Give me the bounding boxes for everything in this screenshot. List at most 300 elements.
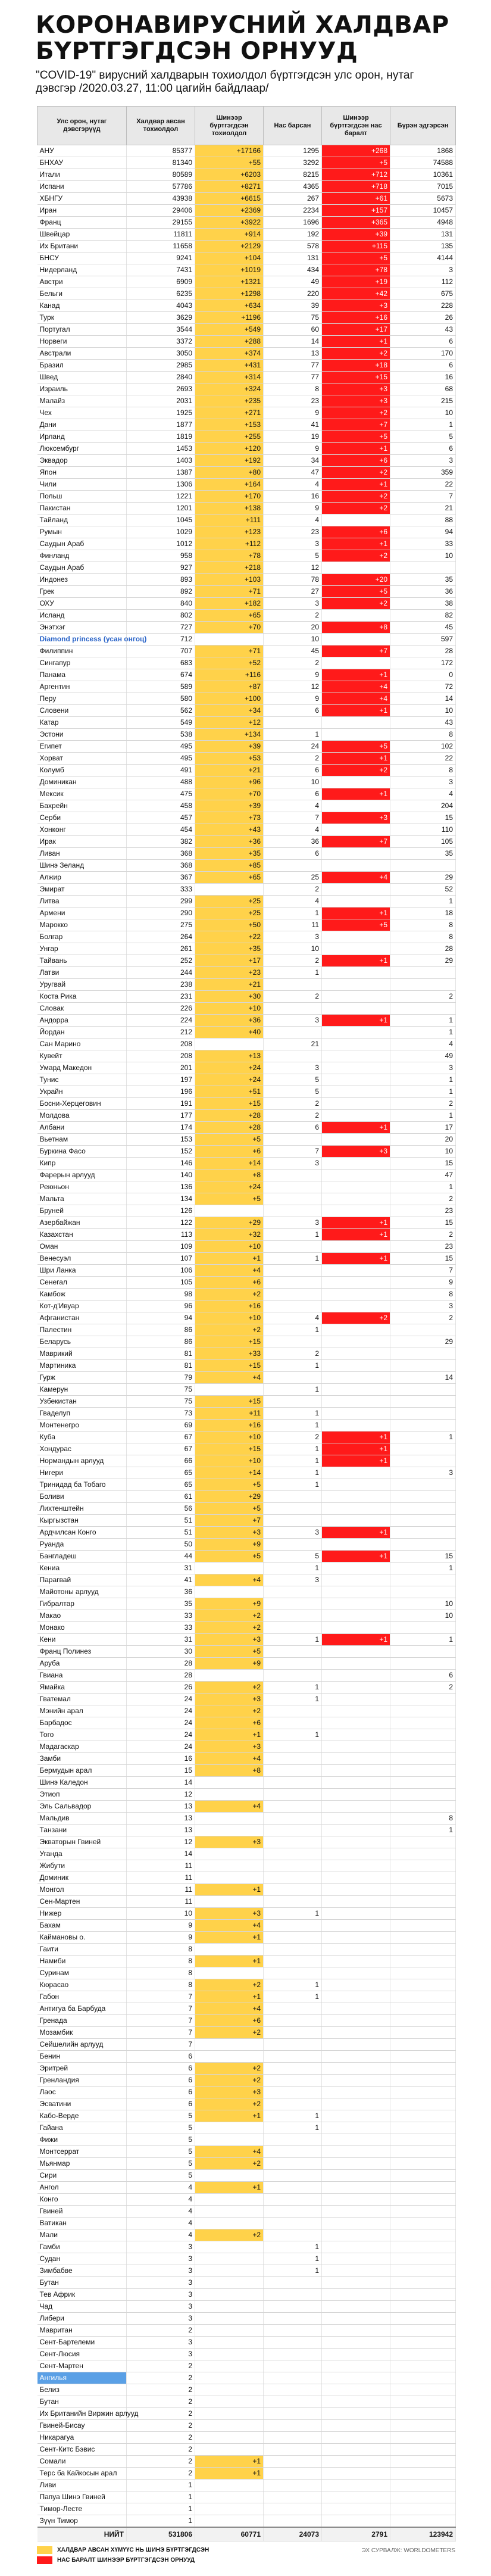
table-row [37, 1265, 456, 1277]
cell-cases: 41 [127, 1574, 195, 1586]
cell-recovered [390, 2265, 456, 2277]
cell-recovered: 26 [390, 312, 456, 324]
table-row [37, 1086, 456, 1098]
cell-cases: 5 [127, 2146, 195, 2158]
cell-deaths: 2 [264, 955, 322, 967]
cell-new-cases [195, 1825, 264, 1836]
cell-recovered [390, 1717, 456, 1729]
cell-country: АНУ [37, 145, 127, 157]
table-row [37, 1217, 456, 1229]
table-row [37, 1301, 456, 1312]
cell-new-cases [195, 2420, 264, 2432]
cell-new-deaths [322, 1372, 390, 1384]
cell-recovered: 110 [390, 824, 456, 836]
cell-new-cases [195, 1789, 264, 1801]
table-row [37, 979, 456, 991]
cell-country: Сейшелийн арлууд [37, 2039, 127, 2051]
cell-cases: 81 [127, 1348, 195, 1360]
cell-new-cases [195, 2325, 264, 2337]
cell-new-cases: +192 [195, 455, 264, 467]
cell-recovered [390, 2218, 456, 2229]
cell-new-deaths: +78 [322, 264, 390, 276]
cell-deaths [264, 2372, 322, 2384]
cell-country: Монтенегро [37, 1420, 127, 1432]
cell-country: Аруба [37, 1658, 127, 1670]
cell-cases: 5 [127, 2158, 195, 2170]
cell-deaths: 2 [264, 753, 322, 765]
col-header-country: Улс орон, нутаг дэвсгэрүүд [37, 107, 127, 145]
cell-deaths: 1 [264, 1634, 322, 1646]
table-row [37, 1551, 456, 1563]
cell-new-deaths [322, 1205, 390, 1217]
cell-new-deaths [322, 1563, 390, 1574]
cell-country: Босни-Херцеговин [37, 1098, 127, 1110]
cell-country: Нигери [37, 1467, 127, 1479]
table-row [37, 205, 456, 217]
cell-country: Тайланд [37, 514, 127, 526]
cell-new-cases: +71 [195, 645, 264, 657]
cell-cases: 1453 [127, 443, 195, 455]
cell-country: Боливи [37, 1491, 127, 1503]
cell-cases: 9241 [127, 252, 195, 264]
cell-new-deaths [322, 943, 390, 955]
cell-new-deaths: +1 [322, 955, 390, 967]
table-row [37, 622, 456, 634]
cell-recovered: 1 [390, 419, 456, 431]
cell-country: Кипр [37, 1158, 127, 1170]
cell-country: Доминикан [37, 776, 127, 788]
cell-recovered [390, 2289, 456, 2301]
cell-cases: 2 [127, 2456, 195, 2468]
cell-new-cases: +1019 [195, 264, 264, 276]
table-row [37, 919, 456, 931]
cell-deaths: 7 [264, 812, 322, 824]
cell-deaths [264, 1539, 322, 1551]
cell-country: Тунис [37, 1074, 127, 1086]
cell-country: Мальта [37, 1193, 127, 1205]
table-row [37, 2075, 456, 2087]
cell-deaths: 25 [264, 872, 322, 884]
cell-new-deaths: +61 [322, 193, 390, 205]
table-row [37, 1753, 456, 1765]
cell-new-cases [195, 2241, 264, 2253]
cell-new-cases: +271 [195, 407, 264, 419]
cell-cases: 85377 [127, 145, 195, 157]
cell-cases: 98 [127, 1289, 195, 1301]
table-row [37, 1646, 456, 1658]
cell-new-cases: +65 [195, 872, 264, 884]
cell-new-cases [195, 2253, 264, 2265]
cell-new-deaths [322, 800, 390, 812]
cell-country: Монако [37, 1622, 127, 1634]
cell-new-deaths: +1 [322, 753, 390, 765]
cell-deaths [264, 1705, 322, 1717]
cell-country: Бразил [37, 360, 127, 372]
cell-country: Жибути [37, 1860, 127, 1872]
table-row [37, 705, 456, 717]
cell-deaths: 13 [264, 348, 322, 360]
cell-country: Либери [37, 2313, 127, 2325]
cell-new-cases: +4 [195, 1753, 264, 1765]
cell-new-cases: +5 [195, 1193, 264, 1205]
legend [37, 2546, 455, 2576]
cell-new-cases: +65 [195, 610, 264, 622]
cell-new-cases: +50 [195, 919, 264, 931]
table-row [37, 503, 456, 514]
cell-recovered: 135 [390, 241, 456, 252]
cell-new-deaths [322, 2063, 390, 2075]
cell-new-deaths: +2 [322, 407, 390, 419]
cell-new-cases: +21 [195, 765, 264, 776]
cell-new-cases: +34 [195, 705, 264, 717]
cell-deaths [264, 1932, 322, 1944]
cell-deaths: 12 [264, 681, 322, 693]
cell-country: Шинэ Каледон [37, 1777, 127, 1789]
cell-new-deaths: +4 [322, 872, 390, 884]
cell-country: Армени [37, 907, 127, 919]
cell-deaths [264, 1967, 322, 1979]
cell-deaths [264, 1586, 322, 1598]
cell-new-deaths [322, 1622, 390, 1634]
cell-country: Уругвай [37, 979, 127, 991]
cell-new-cases [195, 2134, 264, 2146]
cell-recovered: 1 [390, 1634, 456, 1646]
cell-country: Мэнийн арал [37, 1705, 127, 1717]
cell-country: Азербайжан [37, 1217, 127, 1229]
cell-new-cases [195, 2408, 264, 2420]
cell-cases: 65 [127, 1467, 195, 1479]
cell-cases: 208 [127, 1050, 195, 1062]
cell-cases: 8 [127, 1979, 195, 1991]
table-row [37, 431, 456, 443]
cell-deaths: 14 [264, 336, 322, 348]
table-row [37, 1384, 456, 1396]
cell-deaths [264, 2360, 322, 2372]
source-note: ЭХ СУРВАЛЖ: WORLDOMETERS [361, 2547, 455, 2554]
cell-cases: 683 [127, 657, 195, 669]
cell-recovered: 10 [390, 1610, 456, 1622]
cell-cases: 475 [127, 788, 195, 800]
cell-new-deaths: +2 [322, 550, 390, 562]
cell-country: Палестин [37, 1324, 127, 1336]
table-row [37, 145, 456, 157]
page-subtitle: "COVID-19" вирусний халдварын тохиолдол бүртгэгдсэн улс орон, нутаг дэвсгэр /2020.03.27, 11:00 цагийн байдлаар/ [36, 69, 414, 95]
cell-new-deaths [322, 1801, 390, 1813]
cell-recovered: 3 [390, 1301, 456, 1312]
cell-cases: 81 [127, 1360, 195, 1372]
table-row [37, 2182, 456, 2194]
cell-cases: 495 [127, 753, 195, 765]
cell-deaths: 1 [264, 967, 322, 979]
cell-deaths: 1 [264, 1455, 322, 1467]
cell-cases: 75 [127, 1384, 195, 1396]
cell-country: Аргентин [37, 681, 127, 693]
cell-recovered [390, 1646, 456, 1658]
cell-country: Камбож [37, 1289, 127, 1301]
cell-new-cases: +8 [195, 1765, 264, 1777]
cell-new-deaths: +1 [322, 1432, 390, 1443]
cell-recovered [390, 2313, 456, 2325]
cell-new-cases: +3922 [195, 217, 264, 229]
cell-new-deaths [322, 2289, 390, 2301]
table-row [37, 1122, 456, 1134]
cell-new-deaths [322, 1134, 390, 1146]
cell-new-deaths: +1 [322, 538, 390, 550]
cell-new-deaths [322, 2384, 390, 2396]
cell-recovered [390, 2194, 456, 2206]
cell-recovered: 5 [390, 431, 456, 443]
cell-new-cases: +70 [195, 788, 264, 800]
cell-new-deaths [322, 931, 390, 943]
cell-new-cases: +2 [195, 2075, 264, 2087]
cell-recovered: 6 [390, 443, 456, 455]
cell-new-cases: +314 [195, 372, 264, 383]
cell-country: Белиз [37, 2384, 127, 2396]
cell-recovered: 1 [390, 1110, 456, 1122]
table-row [37, 217, 456, 229]
cell-new-deaths [322, 2503, 390, 2515]
table-row [37, 1408, 456, 1420]
table-row [37, 800, 456, 812]
cell-recovered [390, 1539, 456, 1551]
table-row [37, 1146, 456, 1158]
cell-new-cases [195, 2265, 264, 2277]
cell-cases: 13 [127, 1825, 195, 1836]
cell-new-cases: +15 [195, 1098, 264, 1110]
cell-recovered: 2 [390, 1098, 456, 1110]
cell-recovered: 2 [390, 1682, 456, 1694]
cell-new-cases [195, 2039, 264, 2051]
cell-country: Словак [37, 1003, 127, 1015]
cell-country: Макао [37, 1610, 127, 1622]
cell-recovered: 10 [390, 407, 456, 419]
cell-new-deaths: +1 [322, 788, 390, 800]
cell-new-cases: +30 [195, 991, 264, 1003]
cell-country: Парагвай [37, 1574, 127, 1586]
cell-cases: 224 [127, 1015, 195, 1027]
cell-new-deaths: +2 [322, 765, 390, 776]
table-row [37, 1729, 456, 1741]
cell-new-deaths [322, 2039, 390, 2051]
cell-new-deaths [322, 2098, 390, 2110]
cell-recovered [390, 1944, 456, 1956]
col-header-recovered: Бүрэн эдгэрсэн [390, 107, 456, 145]
table-row [37, 812, 456, 824]
total-deaths: 24073 [264, 2527, 322, 2541]
table-row [37, 1539, 456, 1551]
cell-new-cases: +10 [195, 1241, 264, 1253]
cell-new-cases [195, 1896, 264, 1908]
cell-new-deaths: +5 [322, 586, 390, 598]
table-row [37, 1515, 456, 1527]
cell-new-cases [195, 1205, 264, 1217]
cell-recovered [390, 1884, 456, 1896]
cell-new-cases: +14 [195, 1158, 264, 1170]
cell-new-deaths: +16 [322, 312, 390, 324]
cell-new-cases: +11 [195, 1408, 264, 1420]
cell-new-cases: +324 [195, 383, 264, 395]
cell-new-deaths [322, 1301, 390, 1312]
cell-cases: 122 [127, 1217, 195, 1229]
cell-country: Сири [37, 2170, 127, 2182]
table-row [37, 2265, 456, 2277]
cell-country: Кот-д'Ивуар [37, 1301, 127, 1312]
cell-cases: 14 [127, 1777, 195, 1789]
cell-deaths [264, 2075, 322, 2087]
cell-new-cases: +2 [195, 2098, 264, 2110]
cell-new-deaths [322, 1586, 390, 1598]
cell-country: Канад [37, 300, 127, 312]
cell-cases: 26 [127, 1682, 195, 1694]
cell-country: Турк [37, 312, 127, 324]
cell-new-deaths [322, 2432, 390, 2444]
table-row [37, 2063, 456, 2075]
table-row [37, 860, 456, 872]
cell-country: Гренландия [37, 2075, 127, 2087]
cell-deaths [264, 1872, 322, 1884]
cell-deaths [264, 1836, 322, 1848]
data-table [37, 106, 456, 2541]
cell-new-cases: +43 [195, 824, 264, 836]
cell-recovered: 3 [390, 1467, 456, 1479]
cell-new-cases: +6203 [195, 169, 264, 181]
cell-recovered: 33 [390, 538, 456, 550]
cell-new-cases: +2 [195, 1289, 264, 1301]
cell-recovered: 131 [390, 229, 456, 241]
table-row [37, 479, 456, 491]
table-row [37, 348, 456, 360]
cell-new-deaths [322, 1420, 390, 1432]
table-row [37, 2003, 456, 2015]
cell-cases: 28 [127, 1670, 195, 1682]
cell-recovered [390, 2491, 456, 2503]
cell-new-cases: +1196 [195, 312, 264, 324]
cell-country: Тимор-Лесте [37, 2503, 127, 2515]
cell-recovered [390, 2015, 456, 2027]
table-row [37, 1670, 456, 1682]
cell-country: Словени [37, 705, 127, 717]
col-header-new-cases: Шинээр бүртгэгдсэн тохиолдол [195, 107, 264, 145]
cell-new-deaths [322, 2146, 390, 2158]
cell-country: Кувейт [37, 1050, 127, 1062]
cell-country: Тев Африк [37, 2289, 127, 2301]
cell-new-cases: +100 [195, 693, 264, 705]
cell-cases: 580 [127, 693, 195, 705]
cell-deaths: 1 [264, 1729, 322, 1741]
cell-cases: 1 [127, 2515, 195, 2528]
cell-new-cases [195, 1967, 264, 1979]
cell-country: Гвиней-Бисау [37, 2420, 127, 2432]
cell-recovered [390, 2349, 456, 2360]
cell-country: Саудын Араб [37, 538, 127, 550]
cell-deaths: 192 [264, 229, 322, 241]
cell-deaths: 1 [264, 1694, 322, 1705]
cell-new-deaths: +1 [322, 907, 390, 919]
cell-cases: 802 [127, 610, 195, 622]
cell-new-cases [195, 1384, 264, 1396]
cell-recovered: 172 [390, 657, 456, 669]
cell-new-deaths [322, 2218, 390, 2229]
cell-deaths [264, 2432, 322, 2444]
cell-country: Коста Рика [37, 991, 127, 1003]
cell-recovered [390, 2075, 456, 2087]
cell-cases: 2 [127, 2468, 195, 2480]
cell-cases: 69 [127, 1420, 195, 1432]
cell-deaths: 9 [264, 669, 322, 681]
cell-deaths: 3 [264, 1062, 322, 1074]
table-row [37, 1479, 456, 1491]
table-row [37, 1181, 456, 1193]
table-row [37, 753, 456, 765]
cell-deaths: 2234 [264, 205, 322, 217]
cell-country: Мавритан [37, 2325, 127, 2337]
cell-country: Португал [37, 324, 127, 336]
table-row [37, 634, 456, 645]
table-row [37, 1074, 456, 1086]
cell-cases: 11 [127, 1884, 195, 1896]
cell-new-cases: +14 [195, 1467, 264, 1479]
cell-recovered [390, 2158, 456, 2170]
cell-country: Люксембург [37, 443, 127, 455]
cell-deaths [264, 2063, 322, 2075]
cell-recovered: 49 [390, 1050, 456, 1062]
cell-new-deaths: +2 [322, 348, 390, 360]
cell-new-deaths [322, 2253, 390, 2265]
cell-cases: 7 [127, 2015, 195, 2027]
cell-cases: 3 [127, 2349, 195, 2360]
table-row [37, 1694, 456, 1705]
cell-new-deaths: +15 [322, 372, 390, 383]
cell-new-deaths: +2 [322, 491, 390, 503]
cell-new-cases: +7 [195, 1515, 264, 1527]
cell-country: Мозамбик [37, 2027, 127, 2039]
cell-recovered: 1 [390, 1074, 456, 1086]
cell-cases: 2840 [127, 372, 195, 383]
cell-cases: 3 [127, 2337, 195, 2349]
cell-new-deaths: +17 [322, 324, 390, 336]
cell-recovered [390, 2480, 456, 2491]
cell-recovered: 14 [390, 1372, 456, 1384]
cell-recovered: 43 [390, 324, 456, 336]
cell-new-deaths [322, 1920, 390, 1932]
cell-cases: 333 [127, 884, 195, 896]
table-row [37, 1253, 456, 1265]
cell-new-cases [195, 1848, 264, 1860]
cell-cases: 238 [127, 979, 195, 991]
cell-new-deaths: +157 [322, 205, 390, 217]
col-header-cases: Халдвар авсан тохиолдол [127, 107, 195, 145]
cell-country: Маврикий [37, 1348, 127, 1360]
cell-country: Австри [37, 276, 127, 288]
cell-cases: 208 [127, 1038, 195, 1050]
cell-new-cases: +25 [195, 907, 264, 919]
cell-country: Алжир [37, 872, 127, 884]
cell-deaths [264, 1181, 322, 1193]
cell-country: Барбадос [37, 1717, 127, 1729]
cell-cases: 488 [127, 776, 195, 788]
table-row [37, 1932, 456, 1944]
cell-new-cases: +70 [195, 622, 264, 634]
cell-recovered: 675 [390, 288, 456, 300]
cell-recovered [390, 1872, 456, 1884]
cell-deaths: 36 [264, 836, 322, 848]
cell-recovered: 1 [390, 1563, 456, 1574]
cell-deaths [264, 1396, 322, 1408]
table-row [37, 1289, 456, 1301]
cell-deaths [264, 1241, 322, 1253]
cell-new-cases [195, 2313, 264, 2325]
cell-new-deaths [322, 1598, 390, 1610]
